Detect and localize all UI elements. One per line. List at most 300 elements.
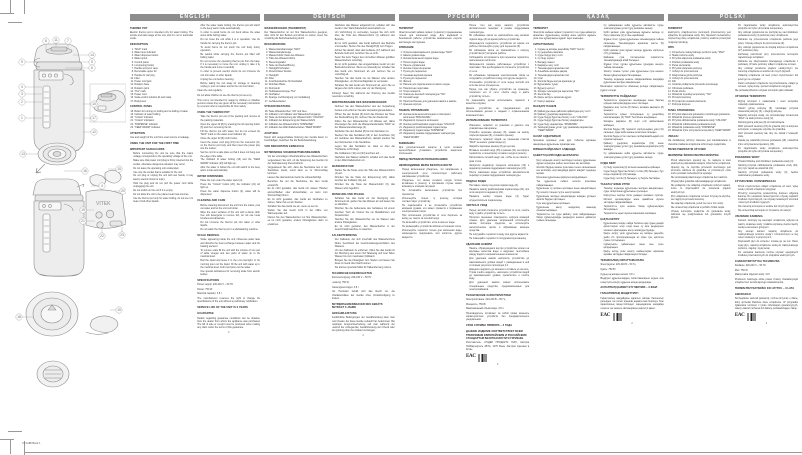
svg-text:12: 12 bbox=[92, 130, 96, 135]
list-item: 2. Су деңгейінің шкаласы bbox=[538, 51, 597, 54]
numbered-parts-list bbox=[668, 51, 731, 106]
list-item: 22. Индикатор подачи воды "DISPENSE" bbox=[403, 129, 462, 132]
list-item: • Суы жоқ құрылғыны қоспаңыз. bbox=[536, 202, 596, 205]
paragraph: Балаларға термопотты ойыншық ретінде пайдалануға рұқсат етпеңіз. bbox=[600, 85, 664, 92]
eac-mark-icon: EAC bbox=[600, 312, 611, 318]
bullet-list bbox=[466, 184, 529, 202]
list-item: • Электр тоғына түспес үшін құрылғыны суға немесе басқа сұйықтықтарға батырмаңыз. bbox=[604, 70, 664, 77]
numbered-parts-list bbox=[130, 48, 193, 103]
list-item: 3. Przycisk włączenia podawania wody bbox=[672, 57, 731, 60]
svg-text:14: 14 bbox=[90, 53, 94, 58]
list-item: 3. Water dispense button bbox=[134, 54, 193, 57]
section-heading: ИСПОЛЬЗОВАНИЕ ТЕРМОПОТА bbox=[466, 119, 508, 123]
list-item: 7. Handgriff-Schnabel bbox=[269, 67, 328, 70]
paragraph: Электрлік шәйнек-термос (термопот) тек суды қайнатуға арналған. Құрылғының сенімді және қауіпсіз жұмысы үшін осы нұсқаулықты мұқият оқып шығыңыз. bbox=[533, 30, 597, 41]
bullet-list bbox=[130, 152, 193, 203]
list-item: 17. Gehäusedeckel bbox=[269, 100, 328, 103]
svg-text:6: 6 bbox=[91, 66, 93, 71]
section-heading: WATER DISPENSING bbox=[197, 174, 224, 178]
bullet-list bbox=[197, 24, 260, 88]
section-heading: STEUERUNGSTAFEL bbox=[264, 105, 291, 109]
language-banner: ҚАЗАҚ bbox=[533, 14, 663, 21]
text-subcolumn-right bbox=[197, 24, 260, 444]
section-heading: OPIS bbox=[667, 46, 674, 50]
list-item: 23. Indikator des Warmhaltebetriebes "KEEP WARM" bbox=[269, 126, 328, 129]
section-heading: TECHNISCHE EIGENSCHAFTEN bbox=[331, 272, 372, 276]
list-item: • Wyjmij termopot z opakowania i usuń wszystkie materiały opakowaniowe. bbox=[738, 100, 798, 107]
list-item: • Термопотты сумен толтырыңыз, су деңгейінің шкаласындағы (2) "MAX" белгісінен асырмаңыз. bbox=[604, 113, 664, 120]
list-item: • Не размещайте устройство вблизи источников тепла. bbox=[402, 225, 462, 228]
paragraph: This unit is not intended for usage by children or disabled persons unless they are given all the necessary instructions by a person who is responsible for their safety. bbox=[197, 98, 261, 109]
section-heading: CZYSZCZENIE I KONSERWACJA bbox=[734, 180, 776, 184]
list-item: • Naciśnij przycisk odblokowania podawania wody (20), przy tym zapali się wskaźnik (21). bbox=[738, 164, 798, 171]
list-item: • Do not plug or unplug the unit with wet hands, it may lead to electric shock or injury. bbox=[133, 174, 193, 181]
list-item: 15. Przewód sieciowy bbox=[672, 96, 731, 99]
list-item: • Vor der erstmaligen Inbetriebnahme des Wasserkochers vergewissern Sie sich, ob die Spannung des Geräts mit der Netzspannung übereinstimmt. bbox=[268, 155, 328, 165]
svg-text:17: 17 bbox=[92, 116, 96, 121]
paragraph: Elektryczny czajnik-termos (termopot) przeznaczony jest wyłącznie do gotowania wody. Aby zapewnić niezawodną i bezpieczną pracę urządzenia, prosimy uważnie przeczytać niniejszą instrukcję. bbox=[667, 30, 731, 44]
list-item: 22. "DISPENSE" indicator bbox=[134, 123, 193, 126]
section-heading: PODAWANIE WODY bbox=[734, 155, 760, 159]
list-item: • При отключении устройства от сети беритесь за вилку, не тяните за сетевой шнур. bbox=[402, 214, 462, 221]
list-item: • Ułóż przewód sieciowy tak, aby nie zwisał z krawędzi stołu. bbox=[738, 132, 798, 139]
section-heading: ҚАЖЕТТІ ҚАУІПСІЗДІК ШАРАЛАРЫ bbox=[533, 154, 579, 158]
list-item: • Włóż przewód sieciowy (15) do gniazda (11) na korpusie termopotu, a następnie wtyczkę do gniazdka. bbox=[738, 125, 798, 132]
section-heading: АСПАПТЫҢ ҚЫЗМЕТ ЕТУ МЕРЗІМІ – 3 ЖЫЛ bbox=[600, 286, 658, 290]
list-item: 13. Бұрылу нүктесі bbox=[538, 87, 597, 90]
list-item: 1. Отметка максимального уровня воды "MAX" bbox=[403, 51, 462, 54]
list-item: 21. Суды беруді бұғаттан босату индикаторы bbox=[538, 119, 597, 122]
section-heading: THERMO POT bbox=[130, 26, 148, 30]
section-heading: UWAGA! bbox=[667, 135, 679, 139]
bullet-list bbox=[197, 179, 260, 197]
list-item: 6. Taste der Deckelöffnung bbox=[269, 64, 328, 67]
list-item: • Қақты кетіру үшін құрылғыны ең жоғары деңгейге дейін 2:1 пропорциясында ас сірке суы ерітілген сумен толтырыңыз. bbox=[604, 232, 664, 242]
list-item: 8. Съёмная верхняя крышка bbox=[403, 74, 462, 77]
list-item: • Tauchen Sie das Gerät nie ins Wasser oder andere Flüssigkeiten, um Stromschlagrisiko zu vermeiden. bbox=[335, 77, 395, 84]
list-item: • Przed włączeniem upewnij się, że napięcie w sieci elektrycznej odpowiada napięciu roboczemu urządzenia. bbox=[671, 159, 731, 166]
list-item: • Um den Kalkstein zu entfernen, füllen Sie das Gerät mit der Mischung aus einem Teil Tafelessig und zwei Teilen Wasser bis zum maximalen Füllstand. bbox=[335, 249, 395, 259]
section-heading: USING THE UNIT FOR THE FIRST TIME bbox=[130, 141, 180, 145]
list-item: • Unplug the unit before cleaning. bbox=[200, 78, 260, 81]
list-item: 19. Indicator of water boiling bbox=[134, 113, 193, 116]
list-item: 20. Кнопка разблокировки подачи воды "UNLOCK" bbox=[403, 123, 462, 126]
language-section bbox=[668, 14, 798, 444]
list-item: • Перед чисткой отключите устройство от сети, слейте воду и дайте устройству остыть. bbox=[469, 209, 529, 216]
section-heading: SCALE REMOVAL bbox=[197, 234, 220, 238]
bullet-list bbox=[466, 124, 529, 178]
paragraph: Do not allow children to use the thermo pot as a toy. bbox=[197, 94, 253, 98]
list-item: 22. Суды беру индикаторы "DISPENSE" bbox=[538, 123, 597, 126]
paragraph: Electric thermo pot is intended only for water boiling. The simple and safe usage of the unit, and it is not in automatic mode. bbox=[130, 30, 194, 41]
page-number: 2 bbox=[631, 321, 633, 325]
list-item: • Die Indikatoren (19) und (23) leuchten auf. bbox=[335, 152, 395, 155]
list-item: • Drücken Sie die Taste der Wasserzufuhr (3), das Wasser wird zugeführt. bbox=[335, 183, 395, 190]
list-item: 11. Разъём для подключения сетевого шнура bbox=[403, 83, 462, 86]
section-heading: СИПАТТАМАСЫ bbox=[533, 43, 554, 47]
list-item: 6. Przycisk otwierania pokrywy bbox=[672, 67, 731, 70]
list-item: 1. Oznaczenie maksymalnego poziomu wody "MAX" bbox=[672, 51, 731, 54]
section-heading: NOTWENDIGE SICHERHEITSMASSNAHMEN bbox=[264, 151, 320, 155]
section-heading: WASSERZUFUHR bbox=[331, 164, 354, 168]
text-subcolumn-left bbox=[668, 24, 731, 444]
svg-text:1: 1 bbox=[21, 116, 23, 121]
svg-text:15: 15 bbox=[117, 167, 121, 172]
list-item: • Boil the liquid and leave it in the unit overnight. In the morning pour out the liquid, fill the unit with water up to the maximal level, boil it and pour out the water. bbox=[200, 259, 260, 269]
eac-mark-icon: EAC bbox=[734, 313, 745, 319]
list-item: • Құрылғыны желіден ажыратқанда ашадан ұстаңыз, желілік баудан тартпаңыз. bbox=[536, 195, 596, 202]
paragraph: Изготовитель: АН-ДЕР ПРОДАКТС ГмбХ, Австрия Нойбаугюртель 38/7А, 1070 Вена, Австрия Сделано в Китае bbox=[466, 341, 530, 351]
section-heading: PANEL STEROWANIA bbox=[667, 108, 695, 112]
language-section bbox=[533, 14, 663, 444]
list-item: 16. Scale-control solution kit and scale bbox=[134, 96, 193, 99]
list-item: • Insert the power cord plug (15) into the connector (11) on the thermo pot body, and then insert the power plug into the socket. bbox=[200, 141, 260, 151]
section-heading: IMPORTANT SAFEGUARDS bbox=[130, 147, 165, 151]
list-item: • Nutzen Sie den Wasserkocher nur fürs Wasserkochen, es ist nicht gestattet, andere Flüssigkeiten darin zu erwärmen. bbox=[268, 216, 328, 226]
text-subcolumn-right bbox=[600, 24, 663, 444]
list-item: • Do not leave the operating unit unattended. bbox=[133, 167, 193, 170]
list-item: 8. Zdejmowana górna pokrywa bbox=[672, 74, 731, 77]
list-item: • Используйте термопот только для кипячения воды, запрещается подогревать или кипятить другие жидкости. bbox=[402, 229, 462, 239]
section-heading: TERMIN PRZYDATNOŚCI DO UŻYTKU – 3 LATA bbox=[734, 287, 795, 291]
paragraph: Данное устройство не предназначено для использования детьми и людьми с ограниченными возможностями. bbox=[466, 107, 530, 117]
list-item: • Używaj tylko gniazdka odpowiadającego urządzeniu. bbox=[671, 180, 731, 183]
list-item: • Use the thermo pot only for water boiling, do not use it to heat or boil other liquids. bbox=[133, 197, 193, 204]
language-body bbox=[533, 24, 663, 444]
list-item: • Для удаления накипи наполните устройство до максимального уровня водой с разведённым в ней столовым уксусом в пропорции 2:1. bbox=[469, 257, 529, 267]
paragraph: Қуаты: 750 Вт bbox=[600, 268, 616, 272]
list-item: • Тек құрылғыға сәйкес келетін розетканы пайдаланыңыз. bbox=[536, 180, 596, 187]
svg-text:21: 21 bbox=[81, 219, 85, 224]
list-item: • Do not move the unit while it is in operation. Use the handle for carrying the thermo pot. bbox=[200, 38, 260, 45]
bullet-list bbox=[332, 105, 395, 162]
list-item: • Fill the thermo pot with water, but do not exceed the "MAX" mark on the water level indicator (2). bbox=[200, 130, 260, 137]
list-item: • Przed czyszczeniem odłącz urządzenie od sieci, wylej wodę i pozwól urządzeniu ostygnąć. bbox=[738, 185, 798, 192]
list-item: • Не погружайте термопот в воду или другие жидкости. bbox=[469, 233, 529, 236]
bullet-list bbox=[332, 24, 395, 91]
paragraph: Producent zastrzega sobie prawo zmiany charakterystyki urządzeń bez wcześniejszego zawiadomienia. bbox=[734, 278, 799, 285]
list-item: • Во избежание ожога не наклоняйтесь над носиком подачи воды (4) во время работы устройства. bbox=[469, 34, 529, 41]
paragraph: Power supply: 220-240 V ~ 50 Hz bbox=[197, 283, 233, 287]
list-item: 14. Wskaźnik wysokiej temperatury "Hot" bbox=[672, 93, 731, 96]
list-item: 1. Судың ең жоғары деңгейінің "MAX" белгісі bbox=[538, 48, 597, 51]
section-heading: ЧИСТКА И УХОД bbox=[466, 204, 488, 208]
list-item: • Тазалау алдында құрылғыны желіден ажыратыңыз, суды төгіңіз және құрылғыны суытыңыз. bbox=[604, 187, 664, 194]
language-banner: POLSKI bbox=[668, 14, 798, 21]
crop-mark-bottom-left-v bbox=[10, 440, 11, 454]
list-item: 13. Rotation point bbox=[134, 87, 193, 90]
list-item: • Соблюдайте осторожность при переноске термопота, наполненного кипятком. bbox=[469, 56, 529, 63]
list-item: • Odłączaj urządzenie od sieci przed czyszczeniem lub jeżeli go nie używasz. bbox=[738, 74, 798, 81]
list-item: • Протрите внешнюю поверхность корпуса влажной тканью. Для удаления загрязнений используйте мягкие чистящие средства, не используйте металлические щётки и абразивные моющие средства. bbox=[469, 216, 529, 232]
list-item: • Желілік баудың ашасы розеткаға тығыз салынғанына көз жеткізіңіз, кері жағдайда қауіпті жағдай туындауы мүмкін. bbox=[536, 166, 596, 176]
list-item: • Zachowaj ostrożność przy przenoszeniu termopotu napełnionego wrzątkiem. bbox=[738, 53, 798, 60]
list-item: • To avoid burns do not touch the unit body during operation. bbox=[200, 46, 260, 53]
text-subcolumn-left bbox=[130, 24, 193, 444]
section-heading: ОПИСАНИЕ bbox=[398, 46, 414, 50]
section-heading: СРОК СЛУЖБЫ ПРИБОРА – 3 ГОДА bbox=[466, 324, 513, 328]
section-heading: SERVICE LIFE OF THE UNIT IS 3 YEARS bbox=[197, 306, 248, 310]
list-item: • Be careful while carrying the thermo pot filled with boiling water. bbox=[200, 53, 260, 60]
list-item: 3. Суды беруді қосу тетігі bbox=[538, 54, 597, 57]
thermo-pot-diagram bbox=[6, 14, 126, 439]
list-item: • Используйте только ту розетку, которая соответствует устройству. bbox=[402, 197, 462, 204]
section-heading: ҚАҚТЫ КЕТІРУ bbox=[600, 217, 620, 221]
svg-text:13: 13 bbox=[21, 152, 25, 157]
list-item: • Nehmen Sie den Wasserkocher aus der Verpackung heraus und entfernen Sie alle Verpackungsmaterialien. bbox=[335, 105, 395, 112]
bullet-list bbox=[466, 24, 529, 98]
list-item: • Vergewissern Sie sich, dass die Steckdose fest in der Steckdose steckt, sonst kann es zu Stromschlag kommen. bbox=[268, 166, 328, 176]
list-item: 9. Handgriff bbox=[269, 74, 328, 77]
crop-mark-bottom-rule bbox=[24, 452, 802, 453]
paragraph: Nie pozwalaj dzieciom używać termopotu jako zabawki. bbox=[734, 89, 794, 93]
list-item: • Aby uniknąć poparzenia nie dotykaj korpusu urządzenia (17) podczas pracy. bbox=[738, 46, 798, 53]
list-item: • Қосылған құрылғыны қараусыз қалдырмаңыз. bbox=[536, 176, 596, 179]
text-subcolumn-left bbox=[533, 24, 596, 444]
list-item: • Stellen Sie das Gerät nicht in der Nähe von Wärmequellen auf. bbox=[268, 209, 328, 216]
list-item: • Перед включением убедитесь, что напряжение в электрической сети соответствует рабочему напряжению устройства. bbox=[402, 168, 462, 178]
section-heading: UŻYWANIE TERMOPOTU bbox=[734, 95, 767, 99]
list-item: • Before connecting the unit be sure that the mains voltage corresponds to the operating voltage of the unit. bbox=[133, 152, 193, 159]
list-item: 8. Abnehmbarer Deckel bbox=[269, 70, 328, 73]
list-item: • Nie pozostawiaj włączonego urządzenia bez nadzoru. bbox=[671, 176, 731, 179]
bullet-list bbox=[332, 238, 395, 269]
list-item: • Es ist nicht gestattet, das eingeschaltete Gerät von der Basis abzunehmen. Wenn es notwendig ist, schalten Sie das Gerät vom Stromnetz ab und nehmen Sie es vorsichtig ab. bbox=[335, 63, 395, 76]
list-item: • Nachdem das Wasser aufgekocht ist, schaltet sich das Gerät in den Warmhaltebetrieb automatisch um. bbox=[335, 24, 395, 31]
list-item: • Корпустың сыртқы бетін дымқыл матамен сүртіңіз. Металл қылшақтарды және қажайтын жуғыш заттарды пайдаланбаңыз. bbox=[604, 194, 664, 204]
list-item: • Upewnij się, że wtyczka przewodu sieciowego jest szczelnie włożona do gniazdka, w przeciwnym razie może powstać niebezpieczna sytuacja. bbox=[671, 166, 731, 176]
certification-marks bbox=[600, 313, 663, 321]
list-item: • Hold the plug and do not pull the power cord while unplugging the unit. bbox=[133, 182, 193, 189]
text-subcolumn-right bbox=[466, 24, 529, 444]
list-item: • Aby uniknąć porażenia prądem elektrycznym nie zanurzaj urządzenia w wodzie lub innych płynach. bbox=[738, 67, 798, 74]
list-item: 15. Желілік бау bbox=[538, 93, 597, 96]
list-item: 1. "MAX" mark bbox=[134, 48, 193, 51]
barcode-icon bbox=[478, 354, 487, 362]
list-item: • Желілік бауды үстел шетінен салбырамайтындай етіп орналастырыңыз. bbox=[604, 135, 664, 142]
list-item: 13. Точка поворота bbox=[403, 90, 462, 93]
section-heading: НАЗАР АУДАРЫҢЫЗ! bbox=[533, 135, 562, 139]
language-body bbox=[264, 24, 394, 444]
section-heading: ПОДАЧА ВОДЫ bbox=[466, 179, 487, 183]
footer-code: VT-1188 Book 1 bbox=[22, 442, 41, 445]
text-subcolumn-left bbox=[399, 24, 462, 444]
list-item: 20. Taste der Entsperrung der Wasserzufuhr "UNLOCK" bbox=[269, 116, 328, 119]
language-columns bbox=[130, 14, 798, 444]
list-item: 12. Rotation base bbox=[134, 83, 193, 86]
list-item: 19. Wskaźnik procesu gotowania bbox=[672, 116, 731, 119]
crop-mark-top-left2-v bbox=[24, 0, 25, 14]
paragraph: Der Hersteller behält sich das Recht vor, die Charakteristiken der Geräte ohne Vorankündigung zu ändern. bbox=[331, 290, 395, 300]
section-heading: ТЕХНИЧЕСКИЕ ХАРАКТЕРИСТИКИ bbox=[466, 293, 511, 297]
list-item: 23. "KEEP WARM" indicator bbox=[134, 126, 193, 129]
paragraph: Use and weight of the unit from exact source in leakage. bbox=[130, 136, 190, 140]
list-item: 10. Фильтр bbox=[403, 80, 462, 83]
list-item: • Қайнату үдерісінің индикаторы (19) және температураны ұстап тұру режимінің индикаторы (23) жанады. bbox=[604, 142, 664, 152]
bullet-list bbox=[600, 24, 663, 84]
language-body bbox=[130, 24, 260, 444]
list-item: 15. Power cord bbox=[134, 93, 193, 96]
list-item: • Do not switch on the unit if it is empty. bbox=[133, 189, 193, 192]
list-item: • Aby usunąć kamień napełnij urządzenie do maksymalnego poziomu wodą z rozcieńczonym w niej octem stołowym w proporcji 2:1. bbox=[738, 230, 798, 240]
svg-text:15: 15 bbox=[117, 308, 121, 313]
list-item: • Um Verbrühung zu vermeiden, beugen Sie sich nicht über die Tülle des Wasserzufuhrs (4) während des Betriebs. bbox=[335, 31, 395, 41]
list-item: 12. Obrotowa podstawa bbox=[672, 87, 731, 90]
section-heading: ВНИМАНИЕ! bbox=[398, 141, 415, 145]
list-item: 5. Панель управления bbox=[403, 64, 462, 67]
section-heading: ГАРАНТИЯЛЫҚ МIНДЕТТIЛIГI bbox=[600, 292, 639, 296]
list-item: • Close the upper lid (8) until it locks. bbox=[200, 137, 260, 140]
list-item: • Achten Sie darauf, dass das Gehäuse (17) während des Betriebs heiß wird, berühren Sie es nicht. bbox=[335, 49, 395, 56]
list-item: • Naciśnij przycisk podawania wody (3), będzie realizowane podawanie wody. bbox=[738, 171, 798, 178]
list-item: • Су қайнағаннан кейін құрылғы автоматты түрде температураны ұстап тұру режиміне көшеді. bbox=[604, 152, 664, 159]
list-item: 4. Water spout bbox=[134, 57, 193, 60]
list-item: • Күйіп қалмас үшін құрылғының жұмысы кезінде су беру шүмегінің (4) үстіне еңкеймеңіз. bbox=[604, 31, 664, 38]
bullet-list bbox=[735, 185, 798, 213]
list-item: • Es ist nicht gestattet, das Gerät am Netzkabel zu ziehen, halten Sie es am Stecker. bbox=[268, 198, 328, 205]
list-item: 11. Желілік бауды қосуға арналған ұя bbox=[538, 80, 597, 83]
svg-text:9: 9 bbox=[21, 60, 23, 65]
list-item: 10. Filtr bbox=[672, 80, 731, 83]
bullet-list bbox=[466, 247, 529, 291]
language-section bbox=[130, 14, 260, 444]
list-item: • Для удаления накипи можно использовать специальные средства, предназначенные для электрочайников. bbox=[469, 281, 529, 291]
list-item: • Убедитесь, что вилка сетевого шнура плотно вставлена в розетку, в противном случае может возникнуть опасная ситуация. bbox=[402, 179, 462, 189]
list-item: 9. Uchwyt do przenoszenia bbox=[672, 77, 731, 80]
list-item: 7. Handle and pour vane bbox=[134, 67, 193, 70]
svg-text:22: 22 bbox=[100, 234, 104, 239]
section-heading: УДАЛЕНИЕ НАКИПИ bbox=[466, 242, 493, 246]
paragraph: Гарантиялық жағдайдағы қаралып жатқан бөлшектер дилерден тек сатып алынған адамға ғана берiледi. Осы гарантиялық мiндеттiлiгiндегi шағымдалған жағдайда төлеген чек немесе квитанциясын көрсетуi қажет. bbox=[600, 296, 664, 310]
section-heading: CONTROL PANEL bbox=[130, 105, 153, 109]
list-item: • Тазалау алдында немесе пайдаланбаған жағдайда құрылғыны желіден ажыратыңыз. bbox=[604, 78, 664, 85]
list-item: • Наполните термопот водой, не превышая отметки "MAX" на шкале уровня воды (2). bbox=[469, 138, 529, 145]
list-item: 18. Taste Wasserkochen "AN" und Neu- bbox=[269, 110, 328, 113]
list-item: • Schließen Sie den Deckel (8) bis zum Einrasten zu. bbox=[335, 130, 395, 133]
svg-text:20: 20 bbox=[121, 189, 125, 194]
list-item: • Накипь, образующаяся внутри устройства, влияет на вкусовые качества воды и нарушает теплообмен между водой и нагревательным элементом. bbox=[469, 247, 529, 257]
list-item: • Во избежание ожога не прикасайтесь к корпусу устройства (17) во время работы. bbox=[469, 49, 529, 56]
list-item: 5. Steuerungstafel bbox=[269, 61, 328, 64]
bullet-list bbox=[332, 169, 395, 190]
list-item: • Не подключайте и не отключайте устройство мокрыми руками, это может привести к поражению электрическим током. bbox=[402, 204, 462, 214]
bullet-list bbox=[668, 159, 731, 220]
section-heading: GEWÄHRLEISTUNG bbox=[331, 312, 357, 316]
svg-text:16: 16 bbox=[83, 169, 87, 174]
text-subcolumn-left bbox=[264, 24, 327, 444]
list-item: 15. Сетевой шнур bbox=[403, 96, 462, 99]
list-item: • Po zagotowaniu wody urządzenie automatycznie przejdzie do trybu utrzymania temperatury. bbox=[738, 24, 798, 31]
section-heading: ТЕРМОПОТТЫ ПАЙДАЛАНУ bbox=[600, 94, 637, 98]
list-item: • Nachdem das Wasser aufkocht, schaltet sich das Gerät in den Warmhaltebetrieb um. bbox=[335, 156, 395, 163]
paragraph: Максимальный объём воды: 3,8 л bbox=[466, 307, 504, 311]
list-item: • Before cleaning disconnect the unit from the mains, pour out water and let the unit cool down. bbox=[200, 204, 260, 211]
list-item: 19. Indikator und Indikator des Wasserkochvorgangs bbox=[269, 113, 328, 116]
bullet-list bbox=[332, 197, 395, 232]
list-item: • Öffnen Sie den Deckel (8) durch das Drücken der Taste der Deckelöffnung (6), nehmen Sie den Deckel ab. bbox=[335, 113, 395, 120]
svg-text:18: 18 bbox=[17, 315, 21, 320]
paragraph: Maksymalna objętość wody: 3,8 l bbox=[734, 273, 770, 277]
list-item: 9. Тасымалдауға арналған сап bbox=[538, 74, 597, 77]
svg-text:VITEK: VITEK bbox=[96, 201, 111, 207]
list-item: • Не оставляйте включённое устройство без присмотра. bbox=[402, 189, 462, 196]
list-item: • Zanim schowasz urządzenie na przechowanie, odłącz je od sieci, wylej wodę i pozwól urządzeniu ostygnąć. bbox=[738, 82, 798, 89]
list-item: • Po zagotowaniu wody urządzenie automatycznie przejdzie do trybu utrzymania temperatury. bbox=[738, 147, 798, 154]
list-item: 16. Spange und Reinigung von Verkalkung bbox=[269, 96, 328, 99]
list-item: 20. Суды беруді бұғаттан босату тетігі "UNLOCK" bbox=[538, 116, 597, 119]
list-item: • Seien Sie beim Tragen des mit heißem Wasser gefüllten Wasserkochers vorsichtig. bbox=[335, 56, 395, 63]
list-item: • Wischen Sie die Außenseite des Gehäuses mit einem feuchten Tuch ab. Nutzen Sie nie Metallbürsten und Abrasivmittel. bbox=[335, 207, 395, 217]
list-item: 21. Индикатор разблокировки подачи воды bbox=[403, 126, 462, 129]
list-item: • Drücken Sie die Taste der Entsperrung (20), dabei leuchtet der Indikator (21) auf. bbox=[335, 176, 395, 183]
list-item: • Es ist nicht gestattet, den Wasserkocher in der Geschirrspülmaschine zu waschen. bbox=[335, 225, 395, 232]
list-item: • Құрылғының ішінде пайда болатын қақ судың дәмдік қасиеттеріне әсер етеді және су мен қыздырғыш элемент арасындағы жылу алмасуды бұзады. bbox=[604, 222, 664, 232]
list-item: • Take the thermo pot out of the packing and remove all the packing materials. bbox=[200, 115, 260, 122]
list-item: • Nie umieszczaj urządzenia w pobliżu źródeł ciepła. bbox=[671, 206, 731, 209]
list-item: • Do not remove the operating thermo pot from the base. If it is necessary to move the unit, unplug it, take it by the handle and move it carefully. bbox=[200, 60, 260, 70]
list-item: • Доведите жидкость до кипения и оставьте её на ночь. Утром слейте жидкость, наполните устройство водой до максимального уровня, прокипятите и слейте воду. bbox=[469, 268, 529, 281]
section-heading: KALKENTFERNUNG bbox=[331, 233, 358, 237]
bullet-list bbox=[600, 187, 663, 215]
bullet-list bbox=[735, 24, 798, 88]
list-item: 9. Handle for carrying bbox=[134, 74, 193, 77]
list-item: • Nie zanurzaj termopotu w wodzie lub innych płynach. bbox=[738, 205, 798, 208]
list-item: • Жұмыс істеп тұрған құрылғыны тасымалдауға тыйым салынады. Тасымалдауға арналған сапты (9) пайдаланыңыз. bbox=[604, 38, 664, 48]
list-item: • Во избежание поражения электрическим током не погружайте устройство в воду или другие жидкости. bbox=[469, 74, 529, 81]
list-item: 2. Шкала уровня воды bbox=[403, 54, 462, 57]
section-heading: НЕОБХОДИМЫЕ МЕРЫ БЕЗОПАСНОСТИ bbox=[398, 164, 452, 168]
list-item: 10. Сүзгі bbox=[538, 77, 597, 80]
certification-marks bbox=[466, 354, 529, 362]
svg-text:4: 4 bbox=[101, 184, 103, 189]
list-item: 13. Drehpunkt bbox=[269, 87, 328, 90]
list-item: 6. Қақпақты ашу тетігі bbox=[538, 64, 597, 67]
list-item: • Поставьте чашку под носик подачи воды (4). bbox=[469, 184, 529, 187]
list-item: • Термопотты ыдыс жуатын машинаға салмаңыз. bbox=[604, 212, 664, 215]
section-heading: USING THE THERMO POT bbox=[197, 111, 230, 115]
section-heading: ATTENTION bbox=[130, 131, 145, 135]
list-item: • Before taking the unit away for storage or cleaning, unplug it, pour out water and let the unit cool down. bbox=[200, 82, 260, 89]
list-item: 13. Punkt obrotu bbox=[672, 90, 731, 93]
section-heading: SPECIFICATIONS bbox=[197, 278, 220, 282]
list-item: • Жоғарғы қақпақты (8) сырт етіп жабылғанша жабыңыз. bbox=[604, 120, 664, 127]
list-item: 2. Skala poziomu wody bbox=[672, 54, 731, 57]
page-number: 2 bbox=[765, 322, 768, 326]
list-item: 3. Wasserzufuhr-Taste des Wassers bbox=[269, 54, 328, 57]
list-item: • Przetrzyj zewnętrzną powierzchnię korpusu wilgotną tkaniną. Do usuwania zanieczyszczeń używaj miękkich środków czyszczących, nie używaj metalowych szczotek i ściernych środków myjących. bbox=[738, 192, 798, 205]
list-item: • Су беру шүмегінің (4) астына шыныаяқты қойыңыз. bbox=[604, 166, 664, 169]
list-item: • Запрещается снимать работающее устройство с подставки. При необходимости отключите устройство от сети. bbox=[469, 63, 529, 73]
list-item: 19. Индикатор процесса кипячения bbox=[403, 119, 462, 122]
bullet-list bbox=[735, 100, 798, 154]
list-item: 6. Lid opening button bbox=[134, 64, 193, 67]
list-item: 17. Body/cover bbox=[134, 100, 193, 103]
list-item: • Нажмите кнопку разблокировки подачи воды (20), при этом загорится индикатор (21). bbox=[469, 188, 529, 195]
list-item: • Wipe the outer surfaces of the unit with a damp cloth. Use soft detergents to remove dirt, do not use metal brushes and abrasives. bbox=[200, 211, 260, 221]
list-item: • Schalten Sie das Gerät vor der Reinigung vom Stromnetz ab, gießen Sie das Wasser ab und lassen Sie es abkühlen. bbox=[335, 197, 395, 207]
list-item: • Не включайте устройство, если в нём нет воды. bbox=[402, 221, 462, 224]
list-item: • Жұмыс істеп тұрған құрылғыны тұғырдан шешуге тыйым салынады. bbox=[604, 63, 664, 70]
list-item: • After the water starts boiling, the thermo pot will switch to the keep warm mode automatically. bbox=[200, 24, 260, 31]
list-item: • Nie umieszczaj termopotu w zmywarce do naczyń. bbox=[738, 209, 798, 212]
list-item: • After the water is boiled the unit will switch to the keep warm mode automatically. bbox=[200, 166, 260, 173]
list-item: 18. Кнопка включения кипячения и повторного кипячения "BOILING/RE-" bbox=[403, 113, 462, 120]
numbered-parts-list bbox=[668, 113, 731, 133]
list-item: • Make sure that power cord plug is firmly inserted into the socket, otherwise dangerous situation may occur. bbox=[133, 159, 193, 166]
section-heading: WASSERKOCHER (THERMOPOT) bbox=[264, 26, 307, 30]
paragraph: Achtung! Seien Sie während der Nutzung des Geräts besonders vorsichtig. bbox=[331, 91, 395, 99]
list-item: • Загорятся индикатор процесса кипячения (19) и индикатор режима поддержания температуры (23). bbox=[469, 164, 529, 171]
